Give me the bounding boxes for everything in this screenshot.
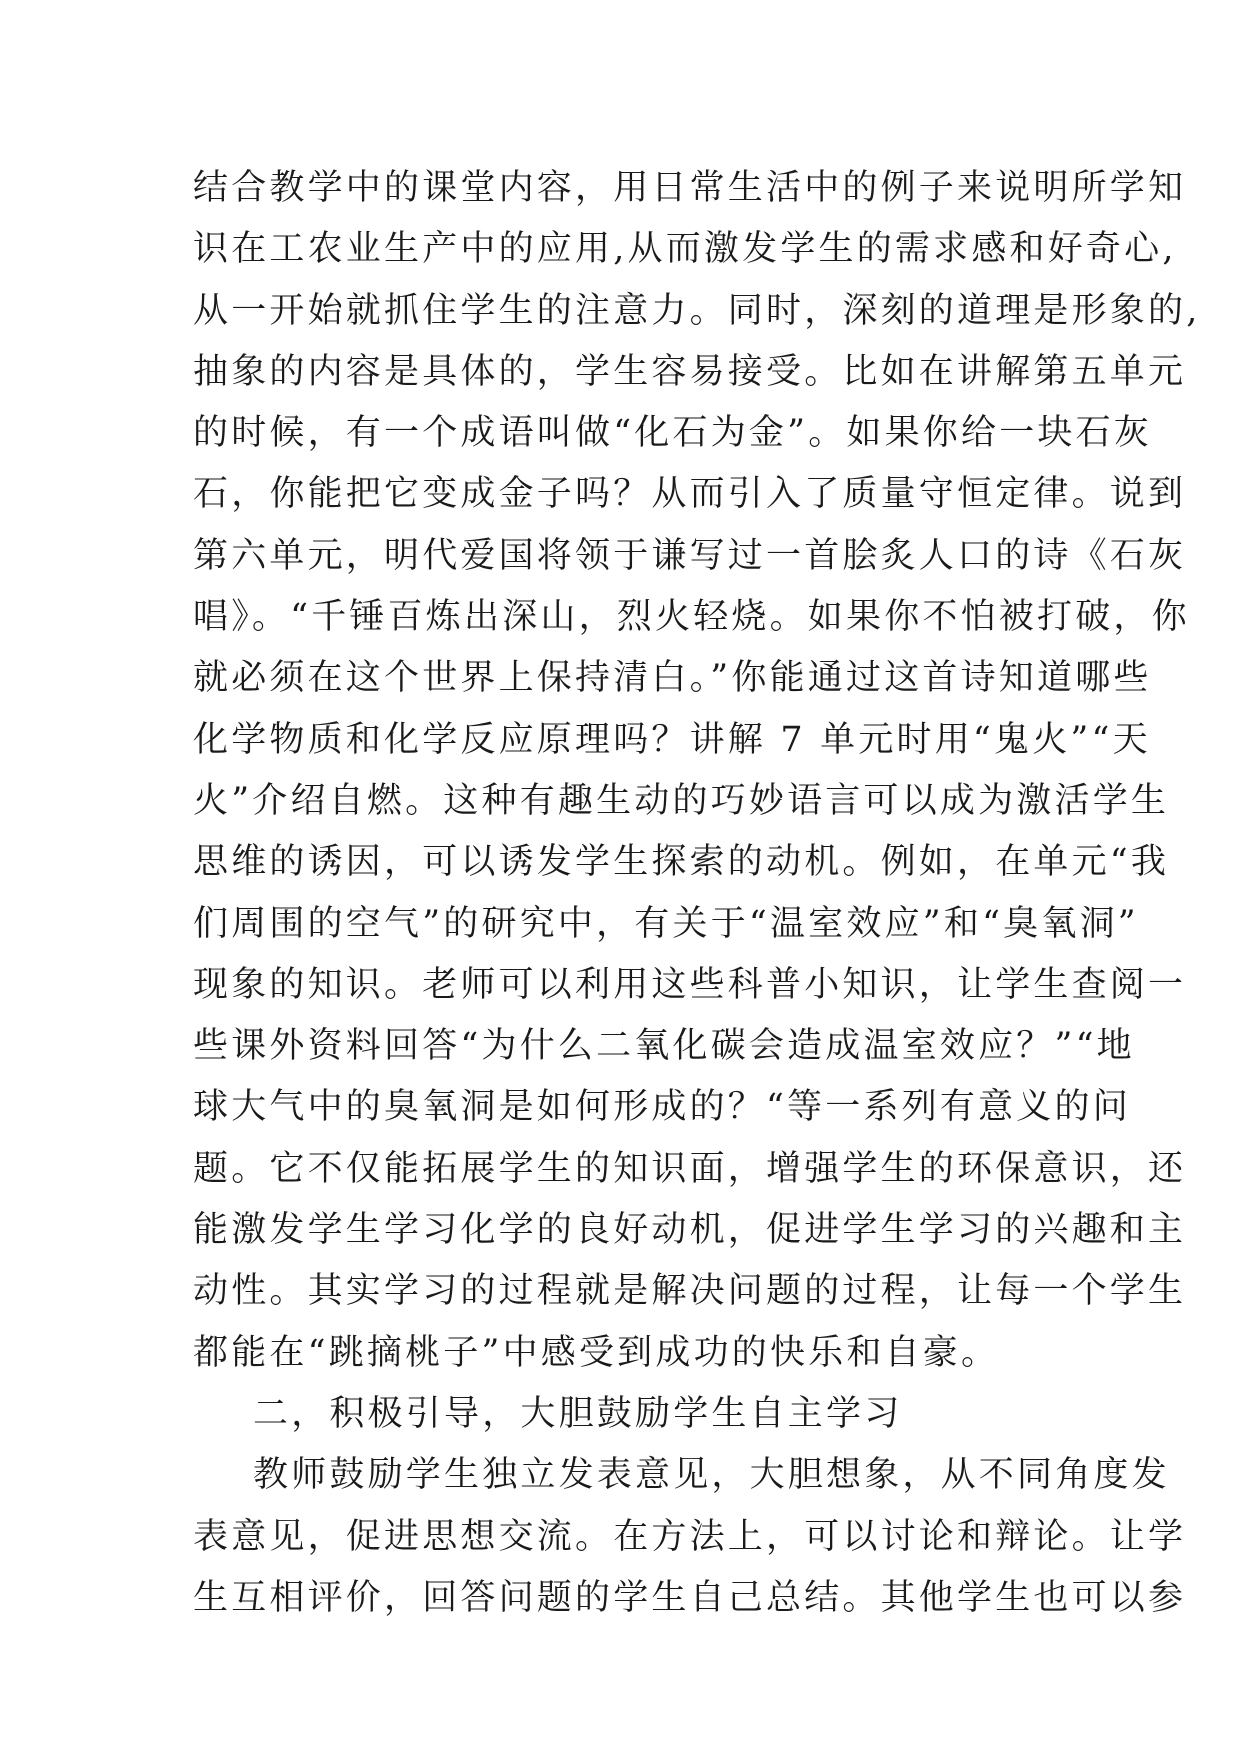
text-line: 识在工农业生产中的应用,从而激发学生的需求感和好奇心, [193,229,1177,270]
text-line: 题。它不仅能拓展学生的知识面，增强学生的环保意识，还 [193,1148,1187,1189]
text-line: 结合教学中的课堂内容，用日常生活中的例子来说明所学知 [193,168,1187,208]
section-heading: 二，积极引导，大胆鼓励学生自主学习 [253,1393,903,1434]
text-line: 球大气中的臭氧洞是如何形成的？“等一系列有意义的问 [193,1087,1131,1128]
text-line: 们周围的空气”的研究中，有关于“温室效应”和“臭氧洞” [193,903,1139,944]
text-line: 化学物质和化学反应原理吗？讲解 7 单元时用“鬼火”“天 [193,719,1151,760]
body-text [193,158,1201,1629]
text-line: 能激发学生学习化学的良好动机，促进学生学习的兴趣和主 [193,1210,1187,1251]
text-line: 生互相评价，回答问题的学生自己总结。其他学生也可以参 [193,1577,1187,1618]
text-line: 就必须在这个世界上保持清白。”你能通过这首诗知道哪些 [193,658,1152,699]
paragraph-first-line: 教师鼓励学生独立发表意见，大胆想象，从不同角度发 [253,1455,1170,1496]
text-line: 些课外资料回答“为什么二氧化碳会造成温室效应？”“地 [193,1026,1135,1067]
text-line: 现象的知识。老师可以利用这些科普小知识，让学生查阅一 [193,964,1187,1005]
text-line: 表意见，促进思想交流。在方法上，可以讨论和辩论。让学 [193,1516,1187,1557]
text-line: 第六单元，明代爱国将领于谦写过一首脍炙人口的诗《石灰 [193,535,1187,576]
text-line: 抽象的内容是具体的，学生容易接受。比如在讲解第五单元 [193,351,1187,392]
text-line: 的时候，有一个成语叫做“化石为金”。如果你给一块石灰 [193,413,1152,454]
text-line: 思维的诱因，可以诱发学生探索的动机。例如，在单元“我 [193,842,1170,883]
text-line: 火”介绍自燃。这种有趣生动的巧妙语言可以成为激活学生 [193,780,1170,821]
text-line: 石，你能把它变成金子吗？从而引入了质量守恒定律。说到 [193,474,1187,515]
text-line: 都能在“跳摘桃子”中感受到成功的快乐和自豪。 [193,1332,1000,1373]
text-line: 从一开始就抓住学生的注意力。同时，深刻的道理是形象的, [193,290,1201,331]
text-line: 动性。其实学习的过程就是解决问题的过程，让每一个学生 [193,1271,1187,1312]
text-line: 唱》。“千锤百炼出深山，烈火轻烧。如果你不怕被打破，你 [193,597,1190,638]
